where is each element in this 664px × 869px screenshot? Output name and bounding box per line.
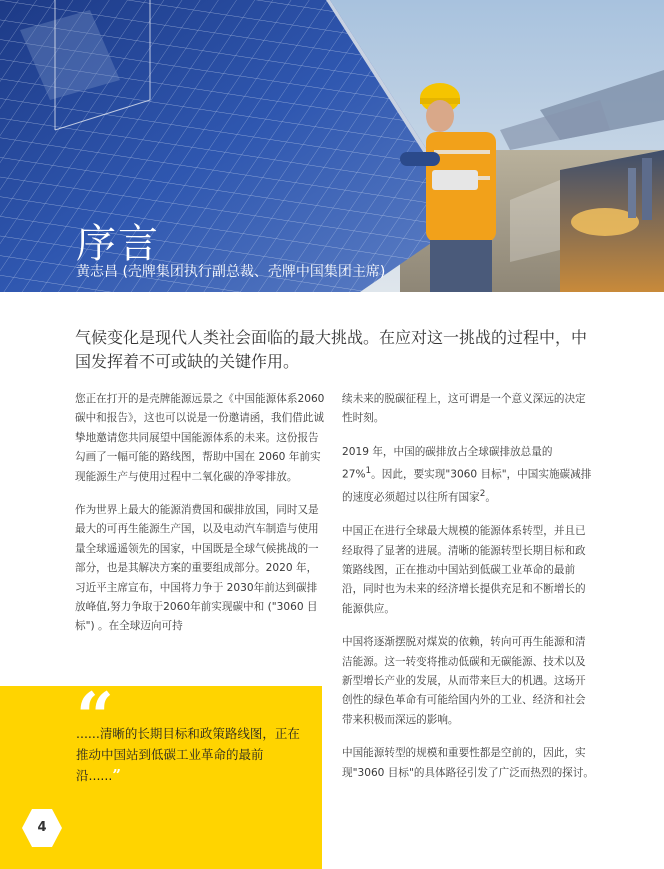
paragraph: 续未来的脱碳征程上，这可谓是一个意义深远的决定性时刻。 [342,393,586,425]
hero-image [0,0,664,292]
close-quote-icon: ” [112,766,121,784]
paragraph-text: 。因此，要实现"3060 目标"，中国实施碳减排的速度必须超过以往所有国家 [342,468,592,504]
page-number: 4 [37,820,47,835]
paragraph-text: 2019 年，中国的碳排放占全球碳排放总量的 27% [342,445,553,481]
footnote-ref[interactable]: 2 [479,489,486,500]
intro-statement: 气候变化是现代人类社会面临的最大挑战。在应对这一挑战的过程中，中国发挥着不可或缺的关键作用。 [75,328,588,371]
pull-quote-text [76,723,308,786]
footnote-ref[interactable]: 1 [365,466,372,477]
left-column [75,390,327,651]
right-column [342,390,594,797]
paragraph: 中国正在进行全球最大规模的能源体系转型，并且已经取得了显著的进展。清晰的能源转型长期目标和政策路线图，正在推动中国站到低碳工业革命的最前沿，同时也为未来的经济增长提供充足和不断增长的能源供应。 [342,525,586,615]
paragraph-text: 。 [485,491,496,504]
page-title: 序言 [76,221,160,267]
open-quote-icon: “ [76,678,114,756]
paragraph: 作为世界上最大的能源消费国和碳排放国，同时又是最大的可再生能源生产国，以及电动汽车制造与使用量全球遥遥领先的国家，中国既是全球气候挑战的一部分，也是其解决方案的重要组成部分。2020 年，习近平主席宣布，中国将力争于 2030年前达到碳排放峰值,努力争取于2060年前实现碳中和 ("3060 目标") 。在全球迈向可持 [75,504,319,633]
pull-quote-body: ......清晰的长期目标和政策路线图，正在推动中国站到低碳工业革命的最前沿...... [76,726,300,783]
author-subtitle: 黄志昌 (壳牌集团执行副总裁、壳牌中国集团主席) [76,264,386,280]
paragraph: 中国将逐渐摆脱对煤炭的依赖，转向可再生能源和清洁能源。这一转变将推动低碳和无碳能源、技术以及新型增长产业的发展，从而带来巨大的机遇。这场开创性的绿色革命有可能给国内外的工业、经济和社会带来积极而深远的影响。 [342,636,586,726]
paragraph: 中国能源转型的规模和重要性都是空前的，因此，实现"3060 目标"的具体路径引发了广泛而热烈的探讨。 [342,747,594,779]
paragraph [342,443,594,508]
paragraph: 您正在打开的是壳牌能源远景之《中国能源体系2060 碳中和报告》，这也可以说是一份邀请函，我们借此诚挚地邀请您共同展望中国能源体系的未来。这份报告勾画了一幅可能的路线图，帮助中国在 2060 年前实现能源生产与使用过程中二氧化碳的净零排放。 [75,393,325,483]
